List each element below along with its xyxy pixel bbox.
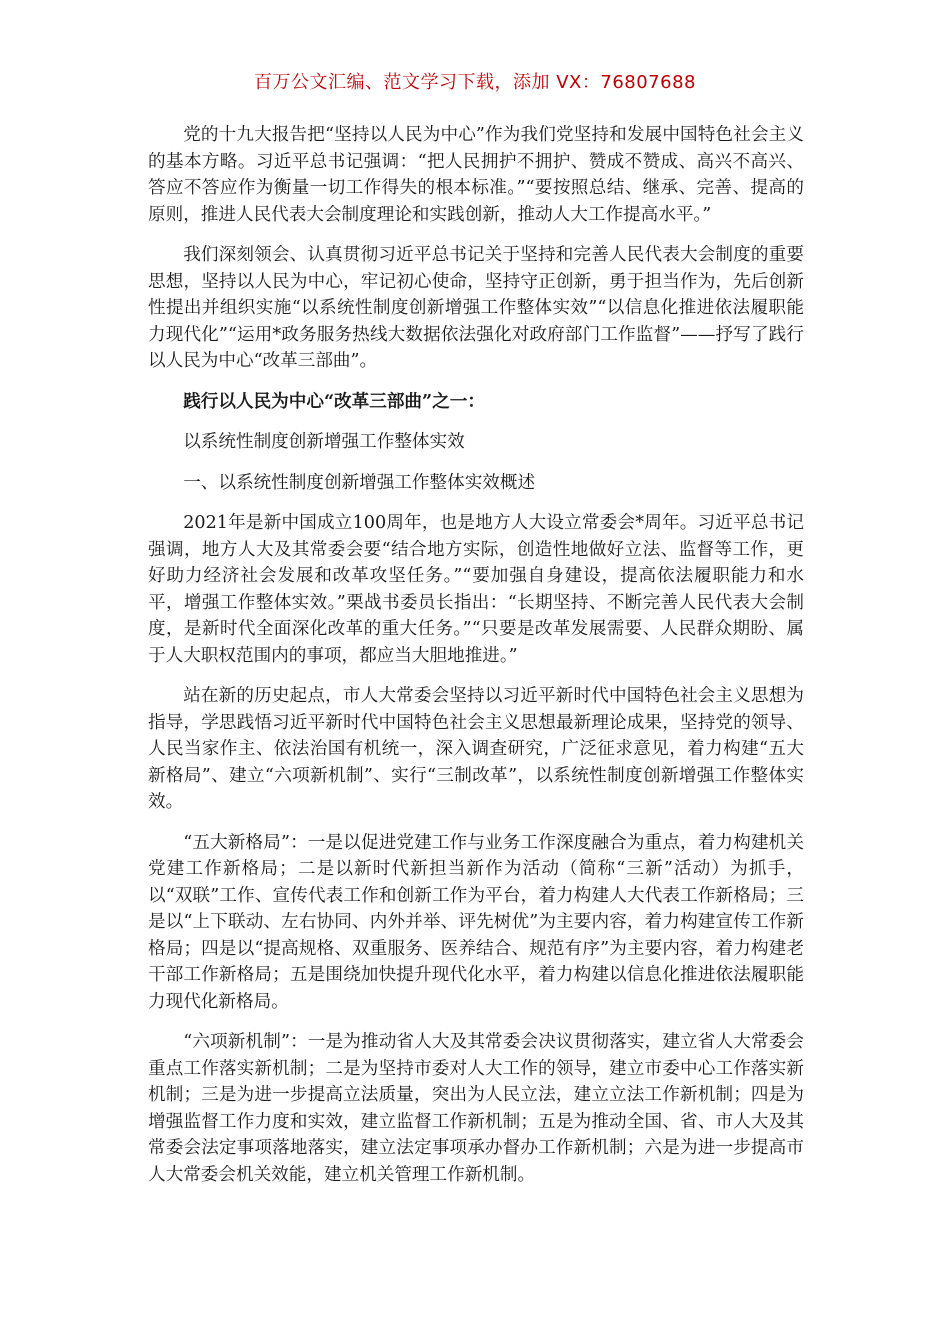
subsection-title: 一、以系统性制度创新增强工作整体实效概述 [183,472,536,493]
paragraph-six-mechanisms: “六项新机制”：一是为推动省人大及其常委会决议贯彻落实，建立省人大常委会重点工作落实新机制；二是为坚持市委对人大工作的领导，建立市委中心工作落实新机制；三是为进一步提高立法质量，突出为人民立法，建立立法工作新机制；四是为增强监督工作力度和实效，建立监督工作新机制；五是为推动全国、省、市人大及其常委会法定事项落地落实，建立法定事项承办督办工作新机制；六是为进一步提高市人大常委会机关效能，建立机关管理工作新机制。 [148,1032,804,1185]
document-body [148,122,804,1202]
download-banner: 百万公文汇编、范文学习下载，添加 VX：76807688 [254,72,696,93]
paragraph-2021: 2021年是新中国成立100周年，也是地方人大设立常委会*周年。习近平总书记强调，地方人大及其常委会要“结合地方实际，创造性地做好立法、监督等工作，更好助力经济社会发展和改革攻坚任务。”“要加强自身建设，提高依法履职能力和水平，增强工作整体实效。”栗战书委员长指出：“长期坚持、不断完善人民代表大会制度，是新时代全面深化改革的重大任务。”“只要是改革发展需要、人民群众期盼、属于人大职权范围内的事项，都应当大胆地推进。” [148,513,804,666]
paragraph-intro: 党的十九大报告把“坚持以人民为中心”作为我们党坚持和发展中国特色社会主义的基本方略。习近平总书记强调：“把人民拥护不拥护、赞成不赞成、高兴不高兴、答应不答应作为衡量一切工作得失的根本标准。”“要按照总结、继承、完善、提高的原则，推进人民代表大会制度理论和实践创新，推动人大工作提高水平。” [148,125,804,225]
paragraph-reform-overview: 我们深刻领会、认真贯彻习近平总书记关于坚持和完善人民代表大会制度的重要思想，坚持以人民为中心，牢记初心使命，坚持守正创新，勇于担当作为，先后创新性提出并组织实施“以系统性制度创新增强工作整体实效”“以信息化推进依法履职能力现代化”“运用*政务服务热线大数据依法强化对政府部门工作监督”——抒写了践行以人民为中心“改革三部曲”。 [148,245,804,371]
section-heading: 践行以人民为中心“改革三部曲”之一： [183,390,485,412]
paragraph-new-starting-point: 站在新的历史起点，市人大常委会坚持以习近平新时代中国特色社会主义思想为指导，学思践悟习近平新时代中国特色社会主义思想最新理论成果，坚持党的领导、人民当家作主、依法治国有机统一，深入调查研究，广泛征求意见，着力构建“五大新格局”、建立“六项新机制”、实行“三制改革”，以系统性制度创新增强工作整体实效。 [148,686,804,812]
paragraph-five-patterns: “五大新格局”：一是以促进党建工作与业务工作深度融合为重点，着力构建机关党建工作新格局；二是以新时代新担当新作为活动（简称“三新”活动）为抓手，以“双联”工作、宣传代表工作和创新工作为平台，着力构建人大代表工作新格局；三是以“上下联动、左右协同、内外并举、评先树优”为主要内容，着力构建宣传工作新格局；四是以“提高规格、双重服务、医养结合、规范有序”为主要内容，着力构建老干部工作新格局；五是围绕加快提升现代化水平，着力构建以信息化推进依法履职能力现代化新格局。 [148,832,804,1012]
section-subtitle: 以系统性制度创新增强工作整体实效 [183,432,465,452]
